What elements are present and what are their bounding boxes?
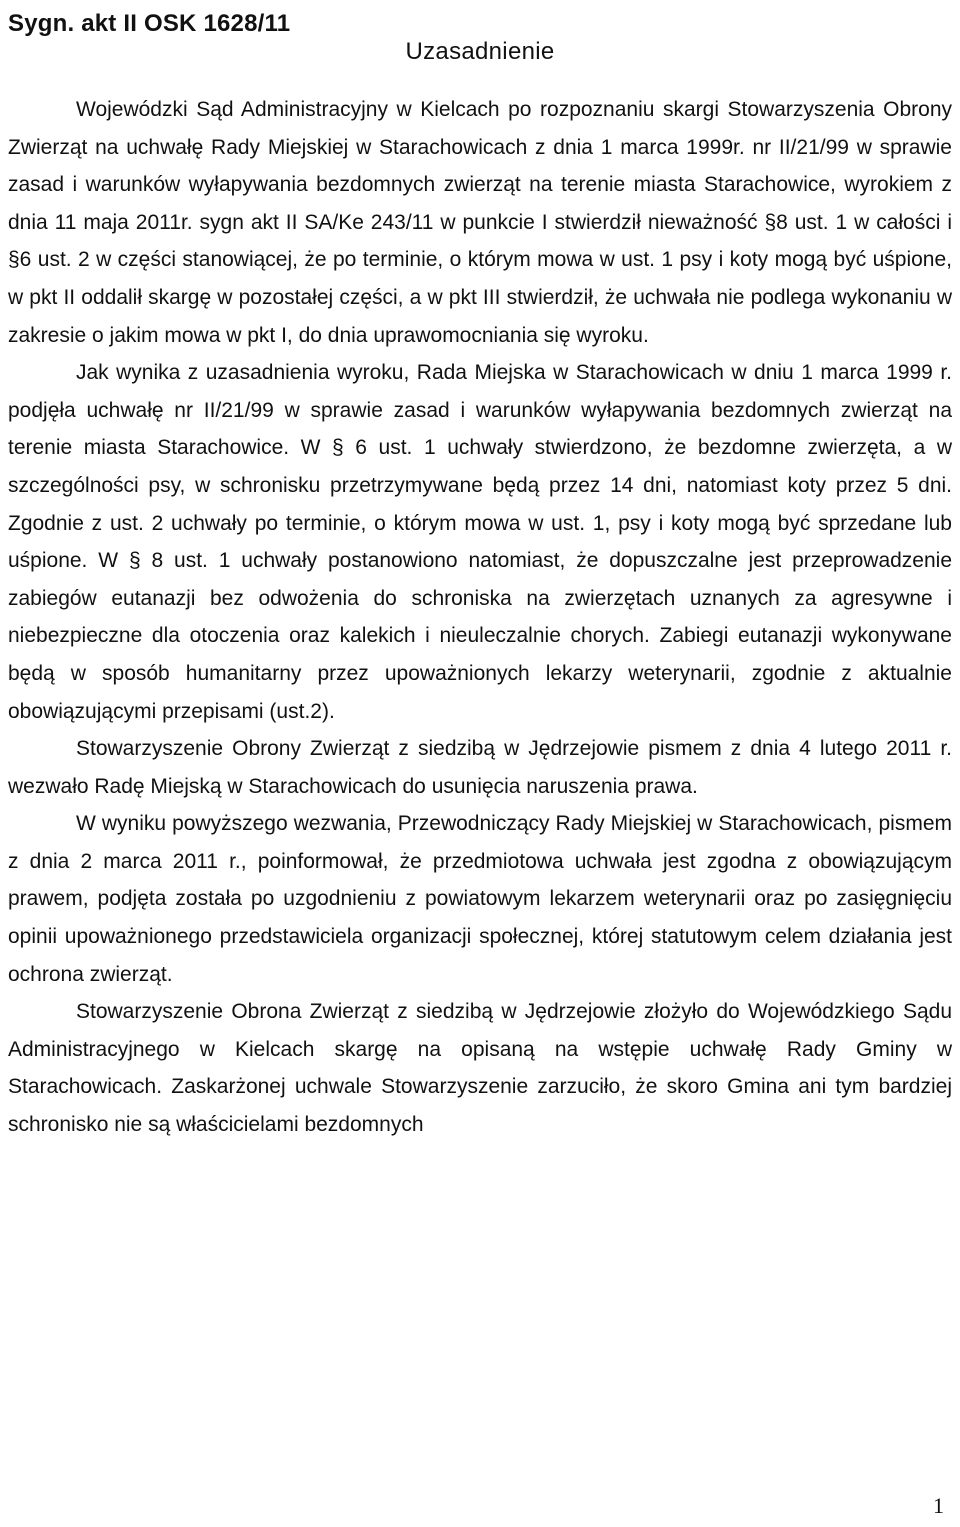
document-body xyxy=(8,91,952,1144)
paragraph-4: W wyniku powyższego wezwania, Przewodniczący Rady Miejskiej w Starachowicach, pismem z dnia 2 marca 2011 r., poinformował, że przedmiotowa uchwała jest zgodna z obowiązującym prawem, podjęta została po uzgodnieniu z powiatowym lekarzem weterynarii oraz po zasięgnięciu opinii upoważnionego przedstawiciela organizacji społecznej, której statutowym celem działania jest ochrona zwierząt. xyxy=(8,812,952,986)
case-signature: Sygn. akt II OSK 1628/11 xyxy=(8,10,291,37)
page-number: 1 xyxy=(933,1493,944,1518)
document-heading: Uzasadnienie xyxy=(405,38,555,65)
paragraph-3: Stowarzyszenie Obrony Zwierząt z siedzibą w Jędrzejowie pismem z dnia 4 lutego 2011 r. wezwało Radę Miejską w Starachowicach do usunięcia naruszenia prawa. xyxy=(8,737,952,798)
paragraph-1: Wojewódzki Sąd Administracyjny w Kielcach po rozpoznaniu skargi Stowarzyszenia Obrony Zwierząt na uchwałę Rady Miejskiej w Starachowicach z dnia 1 marca 1999r. nr II/21/99 w sprawie zasad i warunków wyłapywania bezdomnych zwierząt na terenie miasta Starachowice, wyrokiem z dnia 11 maja 2011r. sygn akt II SA/Ke 243/11 w punkcie I stwierdził nieważność §8 ust. 1 w całości i §6 ust. 2 w części stanowiącej, że po terminie, o którym mowa w ust. 1 psy i koty mogą być uśpione, w pkt II oddalił skargę w pozostałej części, a w pkt III stwierdził, że uchwała nie podlega wykonaniu w zakresie o jakim mowa w pkt I, do dnia uprawomocniania się wyroku. xyxy=(8,98,952,347)
paragraph-2: Jak wynika z uzasadnienia wyroku, Rada Miejska w Starachowicach w dniu 1 marca 1999 r. podjęła uchwałę nr II/21/99 w sprawie zasad i warunków wyłapywania bezdomnych zwierząt na terenie miasta Starachowice. W § 6 ust. 1 uchwały stwierdzono, że bezdomne zwierzęta, a w szczególności psy, w schronisku przetrzymywane będą przez 14 dni, natomiast koty przez 5 dni. Zgodnie z ust. 2 uchwały po terminie, o którym mowa w ust. 1, psy i koty mogą być sprzedane lub uśpione. W § 8 ust. 1 uchwały postanowiono natomiast, że dopuszczalne jest przeprowadzenie zabiegów eutanazji bez odwożenia do schroniska na zwierzętach uznanych za agresywne i niebezpieczne dla otoczenia oraz kalekich i nieuleczalnie chorych. Zabiegi eutanazji wykonywane będą w sposób humanitarny przez upoważnionych lekarzy weterynarii, zgodnie z aktualnie obowiązującymi przepisami (ust.2). xyxy=(8,361,952,723)
paragraph-5: Stowarzyszenie Obrona Zwierząt z siedzibą w Jędrzejowie złożyło do Wojewódzkiego Sądu Administracyjnego w Kielcach skargę na opisaną na wstępie uchwałę Rady Gminy w Starachowicach. Zaskarżonej uchwale Stowarzyszenie zarzuciło, że skoro Gmina ani tym bardziej schronisko nie są właścicielami bezdomnych xyxy=(8,1000,952,1137)
